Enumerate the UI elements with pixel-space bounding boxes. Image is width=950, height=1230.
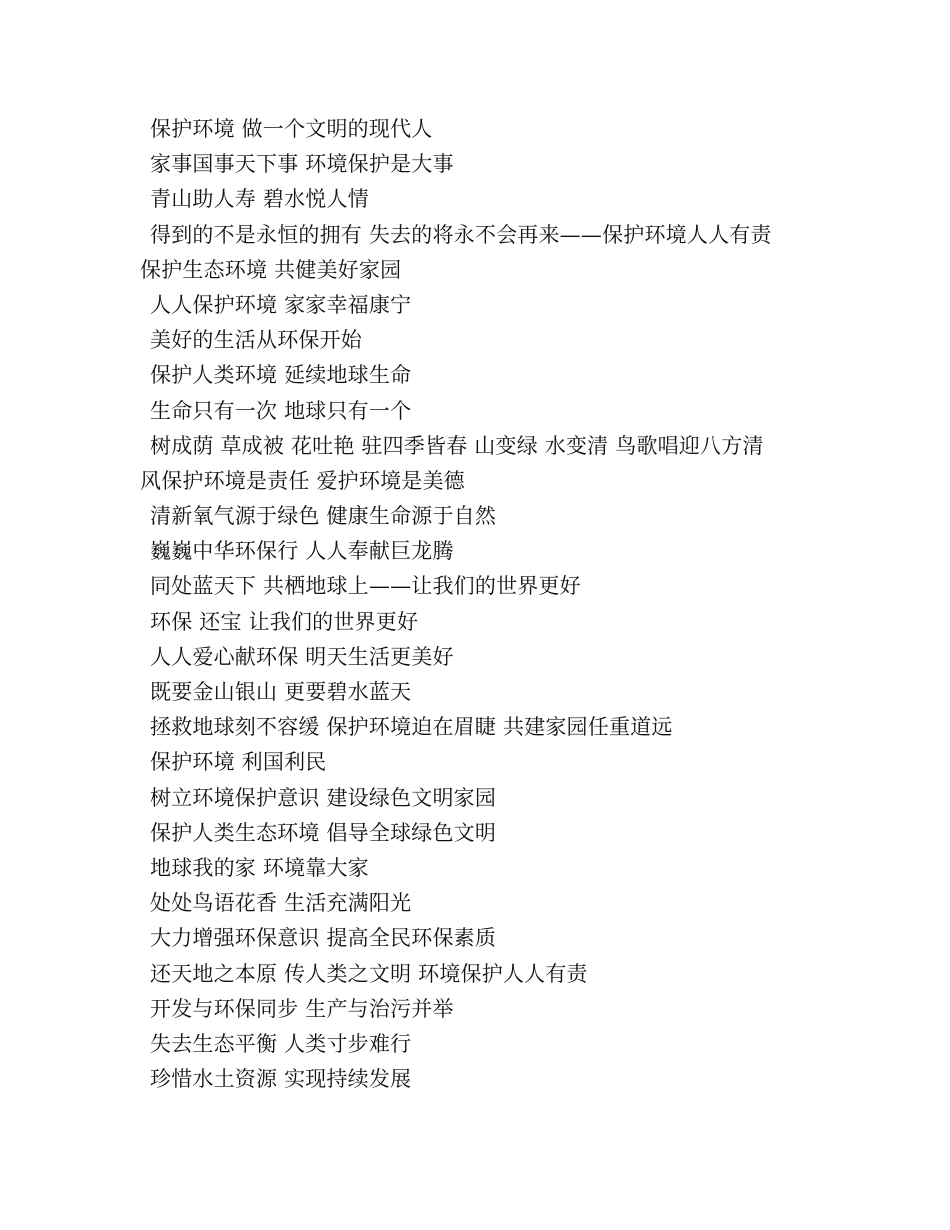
text-line: 人人保护环境 家家幸福康宁	[150, 292, 412, 317]
text-line: 大力增强环保意识 提高全民环保素质	[150, 926, 497, 951]
text-line: 树立环境保护意识 建设绿色文明家园	[150, 785, 497, 810]
text-line: 环保 还宝 让我们的世界更好	[150, 609, 419, 634]
text-line: 保护环境 利国利民	[150, 750, 327, 775]
text-line: 得到的不是永恒的拥有 失去的将永不会再来——保护环境人人有责	[150, 222, 772, 247]
text-line: 开发与环保同步 生产与治污并举	[150, 996, 454, 1021]
text-line: 处处鸟语花香 生活充满阳光	[150, 891, 412, 916]
text-line: 同处蓝天下 共栖地球上——让我们的世界更好	[150, 574, 581, 599]
text-line: 青山助人寿 碧水悦人情	[150, 187, 369, 212]
text-line: 珍惜水土资源 实现持续发展	[150, 1067, 412, 1092]
text-line: 还天地之本原 传人类之文明 环境保护人人有责	[150, 961, 588, 986]
text-line: 清新氧气源于绿色 健康生命源于自然	[150, 504, 497, 529]
text-line: 既要金山银山 更要碧水蓝天	[150, 680, 412, 704]
text-line: 巍巍中华环保行 人人奉献巨龙腾	[150, 539, 454, 564]
text-line: 失去生态平衡 人类寸步难行	[150, 1031, 412, 1056]
text-line: 风保护环境是责任 爱护环境是美德	[140, 468, 465, 493]
text-line: 拯救地球刻不容缓 保护环境迫在眉睫 共建家园任重道远	[150, 715, 673, 740]
text-line: 树成荫 草成被 花吐艳 驻四季皆春 山变绿 水变清 鸟歌唱迎八方清	[150, 433, 764, 458]
text-line: 美好的生活从环保开始	[150, 328, 362, 353]
text-line: 保护人类环境 延续地球生命	[150, 363, 412, 388]
text-line: 人人爱心献环保 明天生活更美好	[150, 644, 454, 669]
text-line: 保护生态环境 共健美好家园	[140, 257, 402, 282]
text-line: 地球我的家 环境靠大家	[150, 855, 369, 880]
text-line: 保护环境 做一个文明的现代人	[150, 117, 433, 141]
slogan-list	[140, 112, 820, 1097]
text-line: 家事国事天下事 环境保护是大事	[150, 152, 454, 177]
text-line: 保护人类生态环境 倡导全球绿色文明	[150, 820, 497, 845]
text-line: 生命只有一次 地球只有一个	[150, 398, 412, 423]
